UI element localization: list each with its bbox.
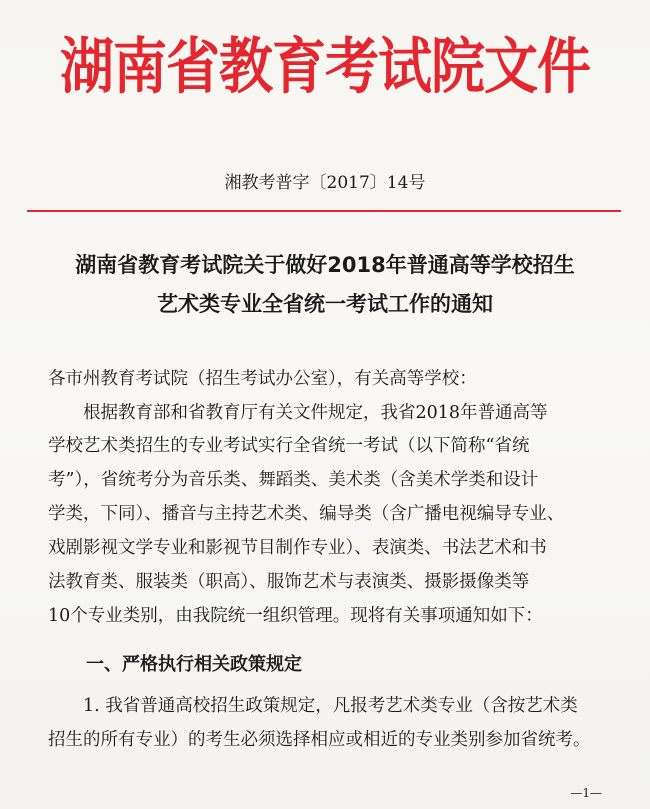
document-title-line-2: 艺术类专业全省统一考试工作的通知 <box>157 292 493 316</box>
body-line: 法教育类、服装类（职高）、服饰艺术与表演类、摄影摄像类等 <box>48 572 530 592</box>
salutation: 各市州教育考试院（招生考试办公室），有关高等学校： <box>48 369 477 389</box>
issuer-header: 湖南省教育考试院文件 <box>60 31 590 102</box>
document-number: 湘教考普字〔2017〕14号 <box>224 173 426 193</box>
body-line: 10个专业类别，由我院统一组织管理。现将有关事项通知如下： <box>48 606 543 626</box>
body-line: 考”），省统考分为音乐类、舞蹈类、美术类（含美术学类和设计 <box>48 470 539 490</box>
item-line: 1. 我省普通高校招生政策规定，凡报考艺术类专业（含按艺术类 <box>48 696 578 716</box>
page-number: —1— <box>570 786 602 800</box>
item-line: 招生的所有专业）的考生必须选择相应或相近的专业类别参加省统考。 <box>48 730 591 750</box>
body-line: 根据教育部和省教育厅有关文件规定，我省2018年普通高等 <box>48 403 548 423</box>
body-line: 学类，下同）、播音与主持艺术类、编导类（含广播电视编导专业、 <box>48 504 565 524</box>
body-line: 戏剧影视文学专业和影视节目制作专业）、表演类、书法艺术和书 <box>48 538 547 558</box>
body-line: 学校艺术类招生的专业考试实行全省统一考试（以下简称“省统 <box>48 436 530 456</box>
red-divider <box>27 210 621 212</box>
section-heading: 一、严格执行相关政策规定 <box>86 654 302 675</box>
document-title-line-1: 湖南省教育考试院关于做好2018年普通高等学校招生 <box>75 253 575 277</box>
